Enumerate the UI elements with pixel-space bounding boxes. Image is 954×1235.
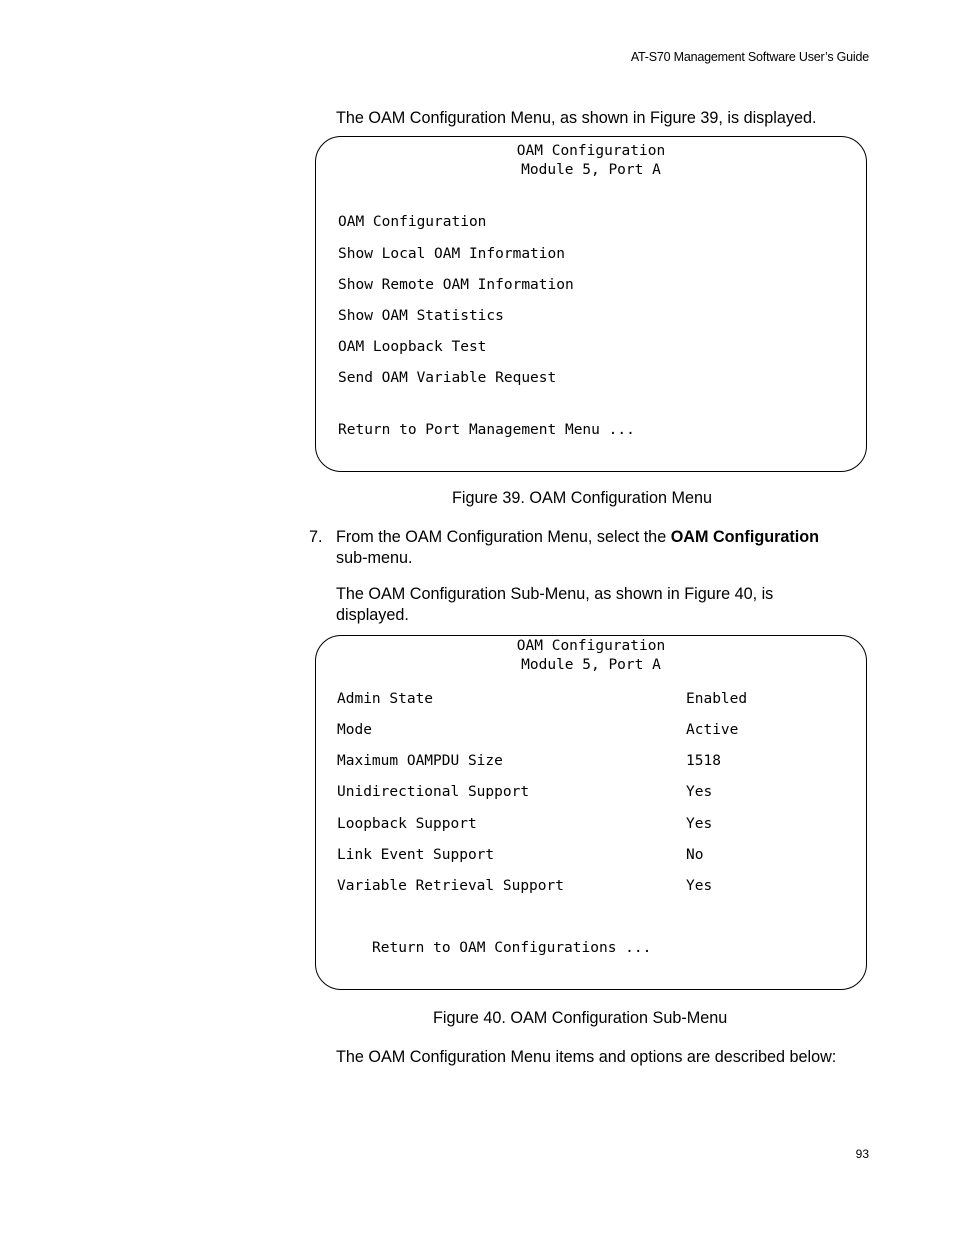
setting-label-variable-retrieval-support[interactable]: Variable Retrieval Support [337,878,564,894]
setting-label-admin-state[interactable]: Admin State [337,691,434,707]
setting-value-unidirectional-support: Yes [686,784,713,800]
submenu-subtitle: Module 5, Port A [521,657,661,673]
submenu-paragraph-line1: The OAM Configuration Sub-Menu, as shown in Figure 40, is [336,585,774,603]
menu-item-show-remote-oam-information[interactable]: Show Remote OAM Information [338,277,574,293]
setting-label-link-event-support[interactable]: Link Event Support [337,847,495,863]
menu-item-show-local-oam-information[interactable]: Show Local OAM Information [338,246,565,262]
submenu-paragraph [336,584,773,626]
setting-value-admin-state: Enabled [686,691,748,707]
figure-40-caption: Figure 40. OAM Configuration Sub-Menu [433,1009,728,1027]
menu-item-show-oam-statistics[interactable]: Show OAM Statistics [338,308,504,324]
setting-value-mode: Active [686,722,739,738]
oam-configuration-menu-figure [315,136,867,472]
setting-value-loopback-support: Yes [686,816,713,832]
menu-title: OAM Configuration [516,143,666,159]
step-7-text-before: From the OAM Configuration Menu, select the [336,528,671,546]
setting-label-max-oampdu-size[interactable]: Maximum OAMPDU Size [337,753,503,769]
setting-label-unidirectional-support[interactable]: Unidirectional Support [337,784,530,800]
submenu-item-return-to-oam-configurations[interactable]: Return to OAM Configurations ... [372,940,652,956]
step-7-text-after: sub-menu. [336,549,413,567]
menu-item-oam-configuration[interactable]: OAM Configuration [338,214,487,230]
setting-label-mode[interactable]: Mode [337,722,372,738]
submenu-title: OAM Configuration [516,638,666,654]
step-7-text [336,527,876,569]
figure-39-caption: Figure 39. OAM Configuration Menu [452,489,713,507]
setting-value-variable-retrieval-support: Yes [686,878,713,894]
intro-paragraph: The OAM Configuration Menu, as shown in Figure 39, is displayed. [336,109,817,127]
step-7-bold-term: OAM Configuration [670,528,820,546]
closing-paragraph: The OAM Configuration Menu items and options are described below: [336,1048,837,1066]
menu-item-send-oam-variable-request[interactable]: Send OAM Variable Request [338,370,557,386]
setting-value-max-oampdu-size: 1518 [686,753,721,769]
setting-label-loopback-support[interactable]: Loopback Support [337,816,477,832]
menu-subtitle: Module 5, Port A [521,162,661,178]
page-number: 93 [855,1147,869,1161]
step-number: 7. [309,528,323,546]
menu-item-oam-loopback-test[interactable]: OAM Loopback Test [338,339,487,355]
submenu-paragraph-line2: displayed. [336,606,409,624]
setting-value-link-event-support: No [686,847,704,863]
running-header: AT-S70 Management Software User’s Guide [630,50,869,64]
oam-configuration-submenu-figure [315,635,867,990]
menu-item-return-to-port-management[interactable]: Return to Port Management Menu ... [338,422,635,438]
